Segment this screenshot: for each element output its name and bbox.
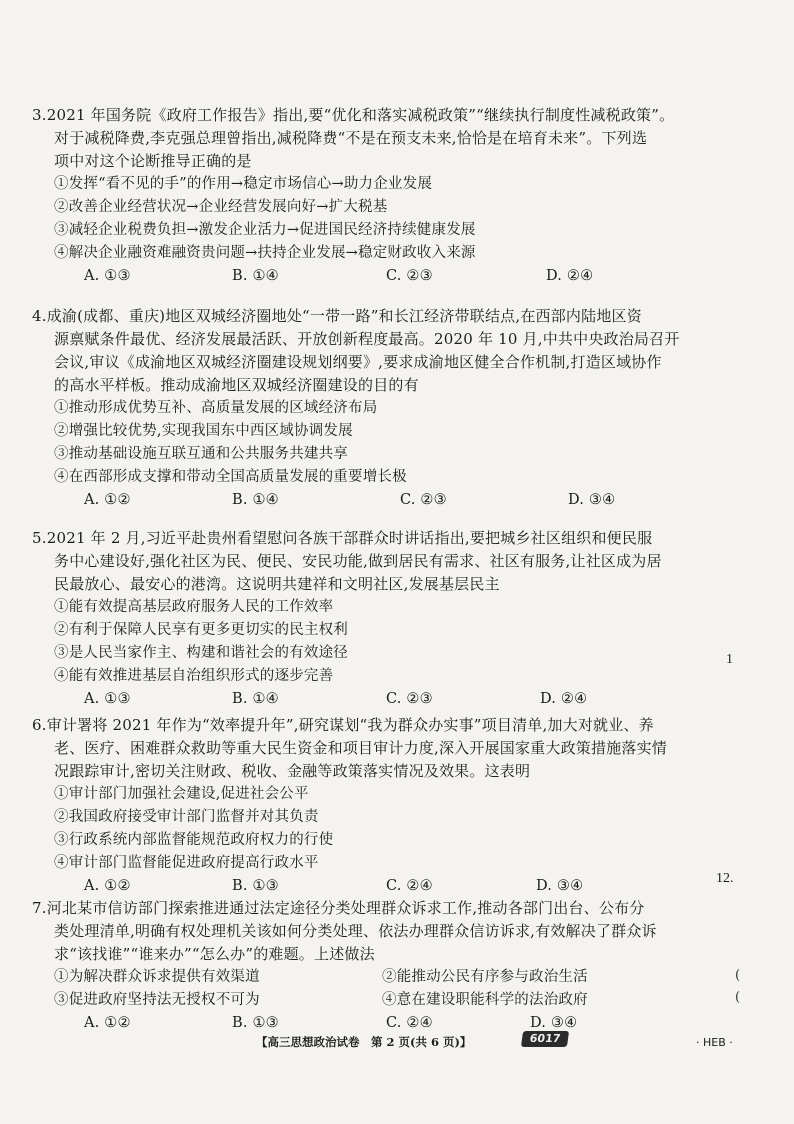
option-4: ④意在建设职能科学的法治政府 (382, 992, 588, 1008)
stem-line: 民最放心、最安心的港湾。这说明共建祥和文明社区,发展基层民主 (54, 575, 500, 593)
question-stem (32, 305, 722, 397)
option-3: ③推动基础设施互联互通和公共服务共建共享 (54, 446, 348, 462)
stem-line: 况跟踪审计,密切关注财政、税收、金融等政策落实情况及效果。这表明 (54, 762, 531, 780)
choice-b[interactable]: B. ①③ (232, 1015, 279, 1031)
option-3: ③是人民当家作主、构建和谐社会的有效途径 (54, 645, 348, 661)
margin-bracket: ( (735, 968, 741, 983)
question-stem (32, 527, 722, 596)
choice-d[interactable]: D. ③④ (536, 878, 584, 894)
question-stem (32, 104, 722, 173)
choice-a[interactable]: A. ①② (84, 1015, 131, 1031)
option-4: ④能有效推进基层自治组织形式的逐步完善 (54, 668, 334, 684)
choice-a[interactable]: A. ①③ (84, 268, 131, 284)
choice-c[interactable]: C. ②④ (386, 878, 433, 894)
option-4: ④审计部门监督能促进政府提高行政水平 (54, 855, 319, 871)
question-3 (32, 104, 722, 288)
option-2: ②增强比较优势,实现我国东中西区域协调发展 (54, 423, 353, 439)
stem-line: 求“该找谁”“谁来办”“怎么办”的难题。上述做法 (54, 945, 375, 963)
option-4: ④解决企业融资难融资贵问题→扶持企业发展→稳定财政收入来源 (54, 245, 476, 261)
option-1: ①发挥“看不见的手”的作用→稳定市场信心→助力企业发展 (54, 176, 433, 192)
question-stem (32, 897, 722, 966)
question-number: 6. (32, 716, 47, 734)
stem-line: 务中心建设好,强化社区为民、便民、安民功能,做到居民有需求、社区有服务,让社区成为居 (54, 552, 662, 570)
question-number: 3. (32, 106, 47, 124)
question-4 (32, 305, 722, 512)
question-number: 5. (32, 529, 47, 547)
stem-line: 对于减税降费,李克强总理曾指出,减税降费“不是在预支未来,恰恰是在培育未来”。下列选 (54, 129, 648, 147)
margin-number: 12. (716, 871, 734, 886)
page-footer: 【高三思想政治试卷 第 2 页(共 6 页)】 (256, 1035, 472, 1049)
choice-d[interactable]: D. ②④ (540, 691, 588, 707)
margin-bracket: ( (735, 990, 741, 1005)
option-1: ①为解决群众诉求提供有效渠道 (54, 969, 260, 985)
choice-b[interactable]: B. ①③ (232, 878, 279, 894)
choice-b[interactable]: B. ①④ (232, 492, 279, 508)
choice-d[interactable]: D. ③④ (568, 492, 616, 508)
stem-line: 源禀赋条件最优、经济发展最活跃、开放创新程度最高。2020 年 10 月,中共中央政治局召开 (54, 330, 680, 348)
stem-line: 的高水平样板。推动成渝地区双城经济圈建设的目的有 (54, 376, 419, 394)
stem-line: 审计署将 2021 年作为“效率提升年”,研究谋划“我为群众办实事”项目清单,加大对就业、养 (46, 716, 654, 734)
choice-c[interactable]: C. ②③ (400, 492, 447, 508)
question-stem (32, 714, 722, 783)
region-code: · HEB · (696, 1036, 733, 1049)
stem-line: 2021 年 2 月,习近平赴贵州看望慰问各族干部群众时讲话指出,要把城乡社区组织和便民服 (46, 529, 653, 547)
answer-choices (84, 1012, 722, 1035)
option-1: ①审计部门加强社会建设,促进社会公平 (54, 786, 309, 802)
option-1: ①推动形成优势互补、高质量发展的区域经济布局 (54, 400, 378, 416)
stem-line: 河北某市信访部门探索推进通过法定途径分类处理群众诉求工作,推动各部门出台、公布分 (46, 899, 645, 917)
answer-choices (84, 688, 722, 711)
stem-line: 成渝(成都、重庆)地区双城经济圈地处“一带一路”和长江经济带联结点,在西部内陆地区资 (46, 307, 642, 325)
option-2: ②能推动公民有序参与政治生活 (382, 969, 588, 985)
exam-code-badge: 6017 (521, 1031, 569, 1047)
choice-c[interactable]: C. ②④ (386, 1015, 433, 1031)
choice-b[interactable]: B. ①④ (232, 268, 279, 284)
choice-d[interactable]: D. ②④ (546, 268, 594, 284)
answer-choices (84, 489, 722, 512)
question-5 (32, 527, 722, 711)
option-row (32, 989, 722, 1012)
answer-choices (84, 265, 722, 288)
option-row (32, 966, 722, 989)
stem-line: 类处理清单,明确有权处理机关该如何分类处理、依法办理群众信访诉求,有效解决了群众诉 (54, 922, 657, 940)
choice-c[interactable]: C. ②③ (386, 268, 433, 284)
option-1: ①能有效提高基层政府服务人民的工作效率 (54, 599, 334, 615)
margin-number: 1 (726, 652, 733, 667)
stem-line: 2021 年国务院《政府工作报告》指出,要“优化和落实减税政策”“继续执行制度性减税政策”。 (46, 106, 675, 124)
stem-line: 会议,审议《成渝地区双城经济圈建设规划纲要》,要求成渝地区健全合作机制,打造区域协作 (54, 353, 662, 371)
choice-a[interactable]: A. ①③ (84, 691, 131, 707)
choice-a[interactable]: A. ①② (84, 492, 131, 508)
choice-d[interactable]: D. ③④ (530, 1015, 578, 1031)
answer-choices (84, 875, 722, 898)
stem-line: 项中对这个论断推导正确的是 (54, 152, 252, 170)
option-3: ③减轻企业税费负担→激发企业活力→促进国民经济持续健康发展 (54, 222, 476, 238)
question-number: 4. (32, 307, 47, 325)
stem-line: 老、医疗、困难群众救助等重大民生资金和项目审计力度,深入开展国家重大政策措施落实情 (54, 739, 667, 757)
choice-a[interactable]: A. ①② (84, 878, 131, 894)
option-2: ②有利于保障人民享有更多更切实的民主权利 (54, 622, 348, 638)
option-3: ③促进政府坚持法无授权不可为 (54, 992, 260, 1008)
question-number: 7. (32, 899, 47, 917)
option-2: ②改善企业经营状况→企业经营发展向好→扩大税基 (54, 199, 388, 215)
option-2: ②我国政府接受审计部门监督并对其负责 (54, 809, 319, 825)
choice-c[interactable]: C. ②③ (386, 691, 433, 707)
option-3: ③行政系统内部监督能规范政府权力的行使 (54, 832, 334, 848)
question-6 (32, 714, 722, 898)
option-4: ④在西部形成支撑和带动全国高质量发展的重要增长极 (54, 469, 407, 485)
choice-b[interactable]: B. ①④ (232, 691, 279, 707)
question-7 (32, 897, 722, 1035)
